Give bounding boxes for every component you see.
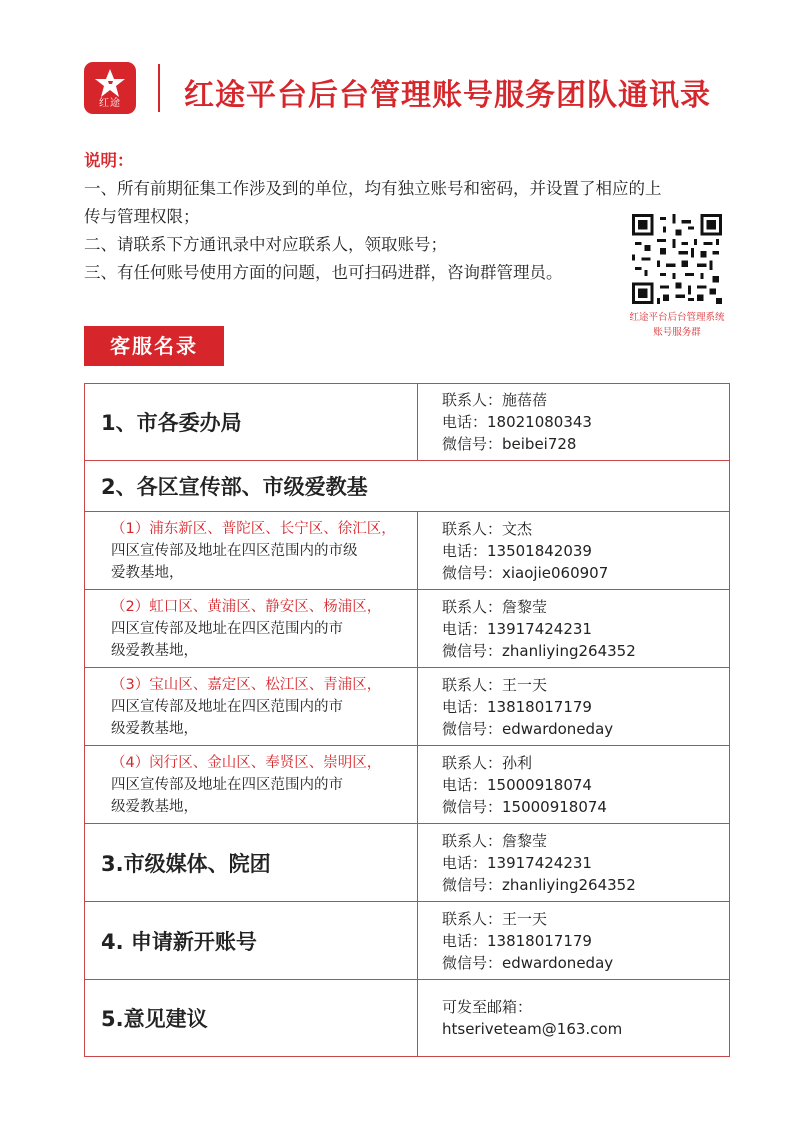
- contact-name: 联系人：王一天: [442, 909, 548, 928]
- notes-title: 说明：: [84, 151, 134, 170]
- logo: [84, 62, 136, 114]
- table-row: [84, 824, 730, 902]
- table-row: [84, 902, 730, 980]
- district-desc: 四区宣传部及地址在四区范围内的市: [111, 620, 343, 637]
- contact-name: 联系人：詹黎莹: [442, 831, 548, 850]
- contact-name: 联系人：孙利: [442, 753, 533, 772]
- contact-wechat: 微信号：15000918074: [442, 797, 607, 816]
- contact-phone: 电话：13818017179: [442, 697, 592, 716]
- qr-caption-line: 账号服务群: [653, 327, 701, 338]
- row-label: 2、各区宣传部、市级爱教基: [101, 475, 368, 499]
- table-row: [84, 461, 730, 512]
- district-list: （1）浦东新区、普陀区、长宁区、徐汇区，: [111, 520, 396, 537]
- row-label: 4. 申请新开账号: [101, 929, 257, 954]
- contact-name: 联系人：施蓓蓓: [442, 391, 548, 409]
- district-desc: 级爱教基地，: [111, 720, 198, 737]
- contact-wechat: 微信号：edwardoneday: [442, 719, 614, 738]
- contact-wechat: 微信号：edwardoneday: [442, 953, 614, 972]
- district-list: （4）闵行区、金山区、奉贤区、崇明区，: [111, 754, 382, 771]
- contact-wechat: 微信号：beibei728: [442, 435, 577, 453]
- district-desc: 级爱教基地，: [111, 642, 198, 659]
- table-row: [84, 590, 730, 668]
- contact-phone: 电话：13501842039: [442, 541, 592, 560]
- header-divider: [158, 64, 160, 112]
- note-line: 三、有任何账号使用方面的问题，也可扫码进群，咨询群管理员。: [84, 263, 563, 282]
- table-row: [84, 980, 730, 1057]
- row-label: 5.意见建议: [101, 1007, 208, 1031]
- district-desc: 级爱教基地，: [111, 798, 198, 815]
- email-address[interactable]: htseriveteam@163.com: [442, 1020, 623, 1038]
- table-row: [84, 668, 730, 746]
- qr-code-icon[interactable]: [632, 214, 722, 304]
- contact-name: 联系人：詹黎莹: [442, 597, 548, 616]
- contact-name: 联系人：文杰: [442, 519, 533, 538]
- logo-text: 红途: [99, 98, 121, 109]
- table-row: [84, 512, 730, 590]
- district-desc: 四区宣传部及地址在四区范围内的市: [111, 776, 343, 793]
- email-label: 可发至邮箱：: [442, 998, 533, 1016]
- qr-caption-line: 红途平台后台管理系统: [629, 312, 725, 323]
- header: [84, 62, 744, 120]
- note-line: 二、请联系下方通讯录中对应联系人，领取账号；: [84, 235, 447, 254]
- row-label: 3.市级媒体、院团: [101, 851, 271, 876]
- district-list: （2）虹口区、黄浦区、静安区、杨浦区，: [111, 598, 382, 615]
- table-row: [84, 383, 730, 461]
- contact-phone: 电话：13917424231: [442, 853, 592, 872]
- contact-wechat: 微信号：zhanliying264352: [442, 875, 636, 894]
- contact-phone: 电话：18021080343: [442, 413, 592, 431]
- district-desc: 四区宣传部及地址在四区范围内的市: [111, 698, 343, 715]
- table-row: [84, 746, 730, 824]
- note-line: 一、所有前期征集工作涉及到的单位，均有独立账号和密码，并设置了相应的上: [84, 179, 662, 198]
- qr-caption: [622, 310, 732, 340]
- note-line: 传与管理权限；: [84, 207, 200, 226]
- district-list: （3）宝山区、嘉定区、松江区、青浦区，: [111, 676, 382, 693]
- section-tag: 客服名录: [84, 326, 224, 366]
- contact-table: [84, 383, 730, 1057]
- contact-phone: 电话：13818017179: [442, 931, 592, 950]
- row-label: 1、市各委办局: [101, 411, 242, 435]
- contact-wechat: 微信号：zhanliying264352: [442, 641, 636, 660]
- contact-phone: 电话：15000918074: [442, 775, 592, 794]
- contact-phone: 电话：13917424231: [442, 619, 592, 638]
- contact-wechat: 微信号：xiaojie060907: [442, 563, 609, 582]
- contact-name: 联系人：王一天: [442, 675, 548, 694]
- page-title: 红途平台后台管理账号服务团队通讯录: [184, 78, 711, 113]
- district-desc: 四区宣传部及地址在四区范围内的市级: [111, 542, 358, 559]
- district-desc: 爱教基地，: [111, 564, 184, 581]
